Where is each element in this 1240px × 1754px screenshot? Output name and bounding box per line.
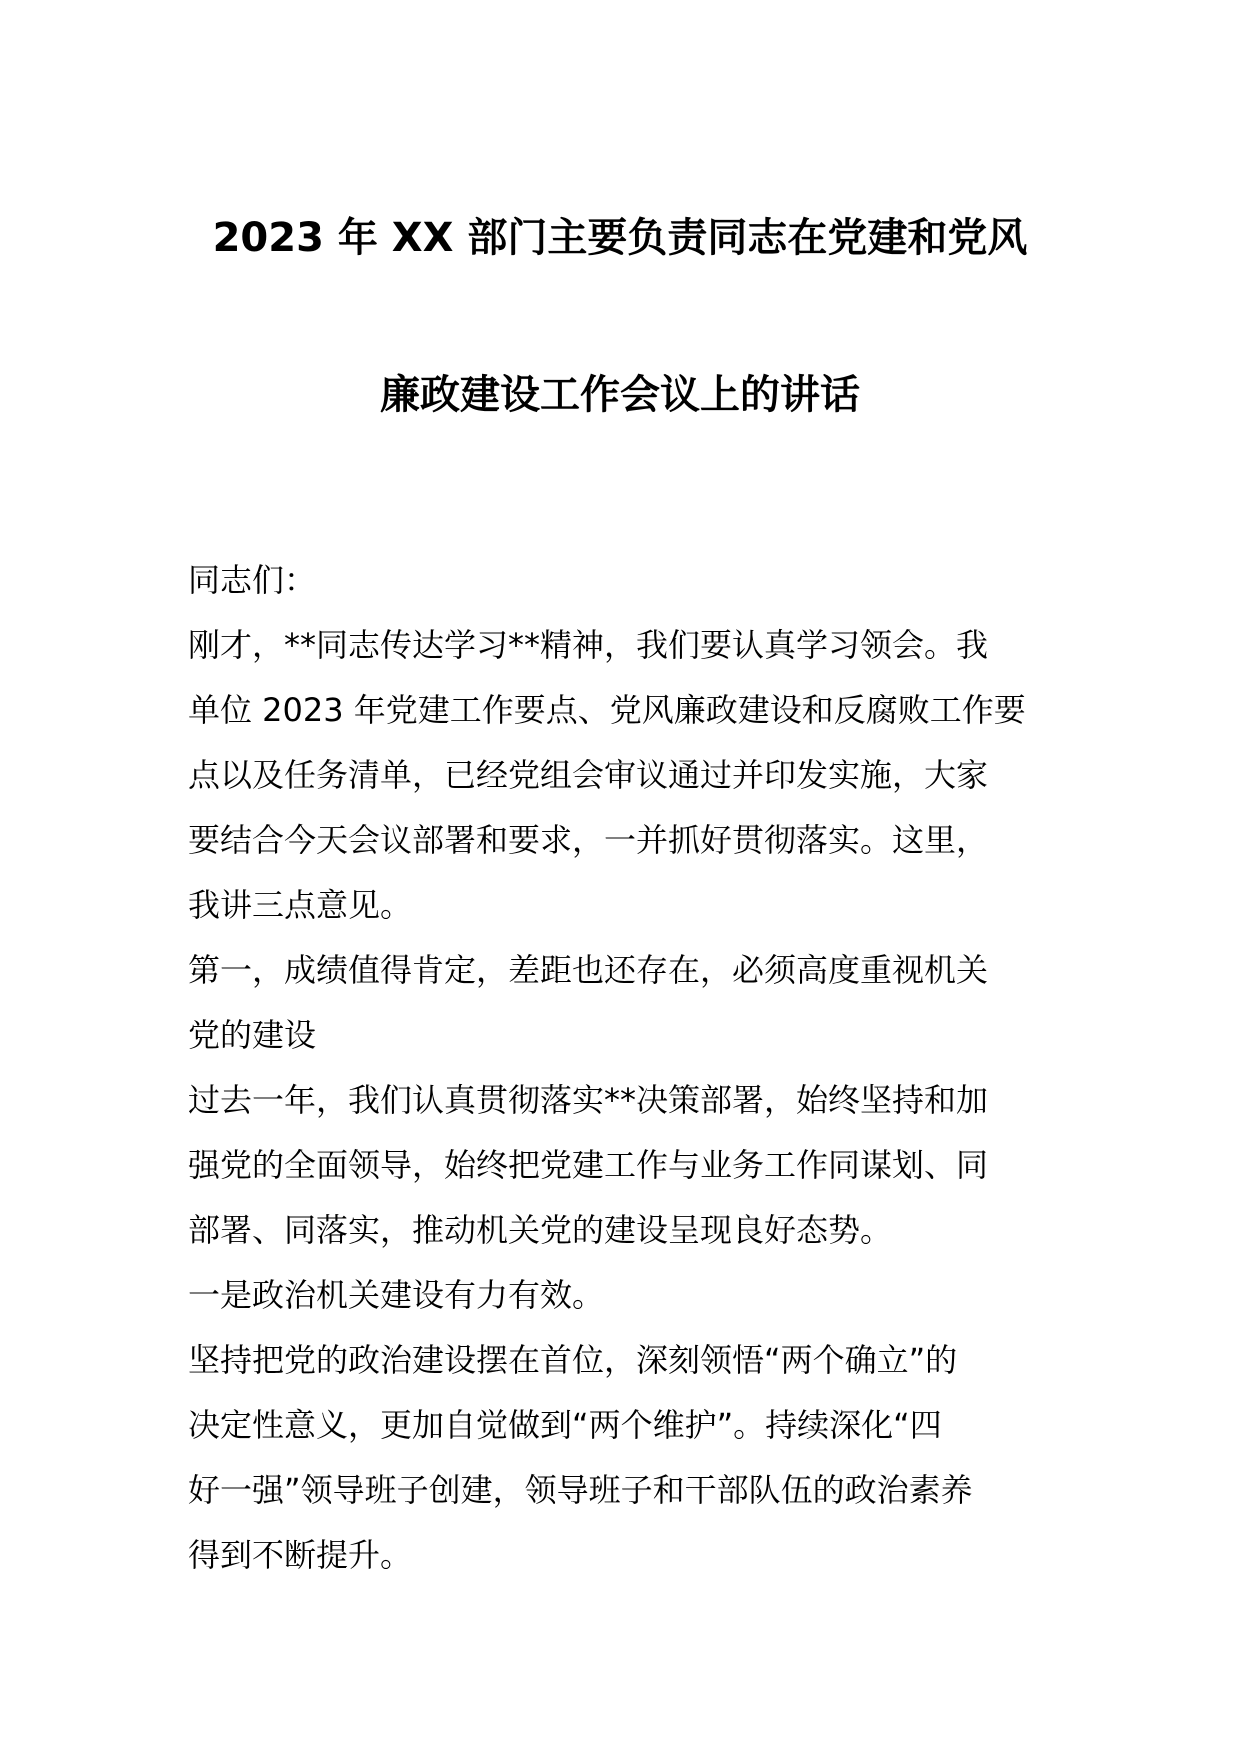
body-line: 得到不断提升。 — [188, 1536, 413, 1574]
salutation: 同志们： — [188, 561, 317, 599]
body-line: 刚才，**同志传达学习**精神，我们要认真学习领会。我 — [188, 626, 989, 664]
body-line: 我讲三点意见。 — [188, 886, 413, 924]
section-heading-line: 第一，成绩值得肯定，差距也还存在，必须高度重视机关 — [188, 951, 989, 989]
body-line: 点以及任务清单，已经党组会审议通过并印发实施，大家 — [188, 756, 989, 794]
body-line: 要结合今天会议部署和要求，一并抓好贯彻落实。这里， — [188, 821, 989, 859]
body-line: 决定性意义，更加自觉做到“两个维护”。持续深化“四 — [188, 1406, 942, 1444]
document-title-line-2: 廉政建设工作会议上的讲话 — [380, 372, 860, 418]
body-line: 强党的全面领导，始终把党建工作与业务工作同谋划、同 — [188, 1146, 989, 1184]
body-line: 部署、同落实，推动机关党的建设呈现良好态势。 — [188, 1211, 893, 1249]
body-line: 过去一年，我们认真贯彻落实**决策部署，始终坚持和加 — [188, 1081, 989, 1119]
body-line: 好一强”领导班子创建，领导班子和干部队伍的政治素养 — [188, 1471, 973, 1509]
section-heading-line: 党的建设 — [188, 1016, 317, 1054]
body-line: 坚持把党的政治建设摆在首位，深刻领悟“两个确立”的 — [188, 1341, 958, 1379]
document-body — [188, 548, 1068, 1588]
subsection-heading: 一是政治机关建设有力有效。 — [188, 1276, 605, 1314]
document-title-line-1: 2023 年 XX 部门主要负责同志在党建和党风 — [212, 215, 1028, 261]
body-line: 单位 2023 年党建工作要点、党风廉政建设和反腐败工作要 — [188, 691, 1026, 729]
